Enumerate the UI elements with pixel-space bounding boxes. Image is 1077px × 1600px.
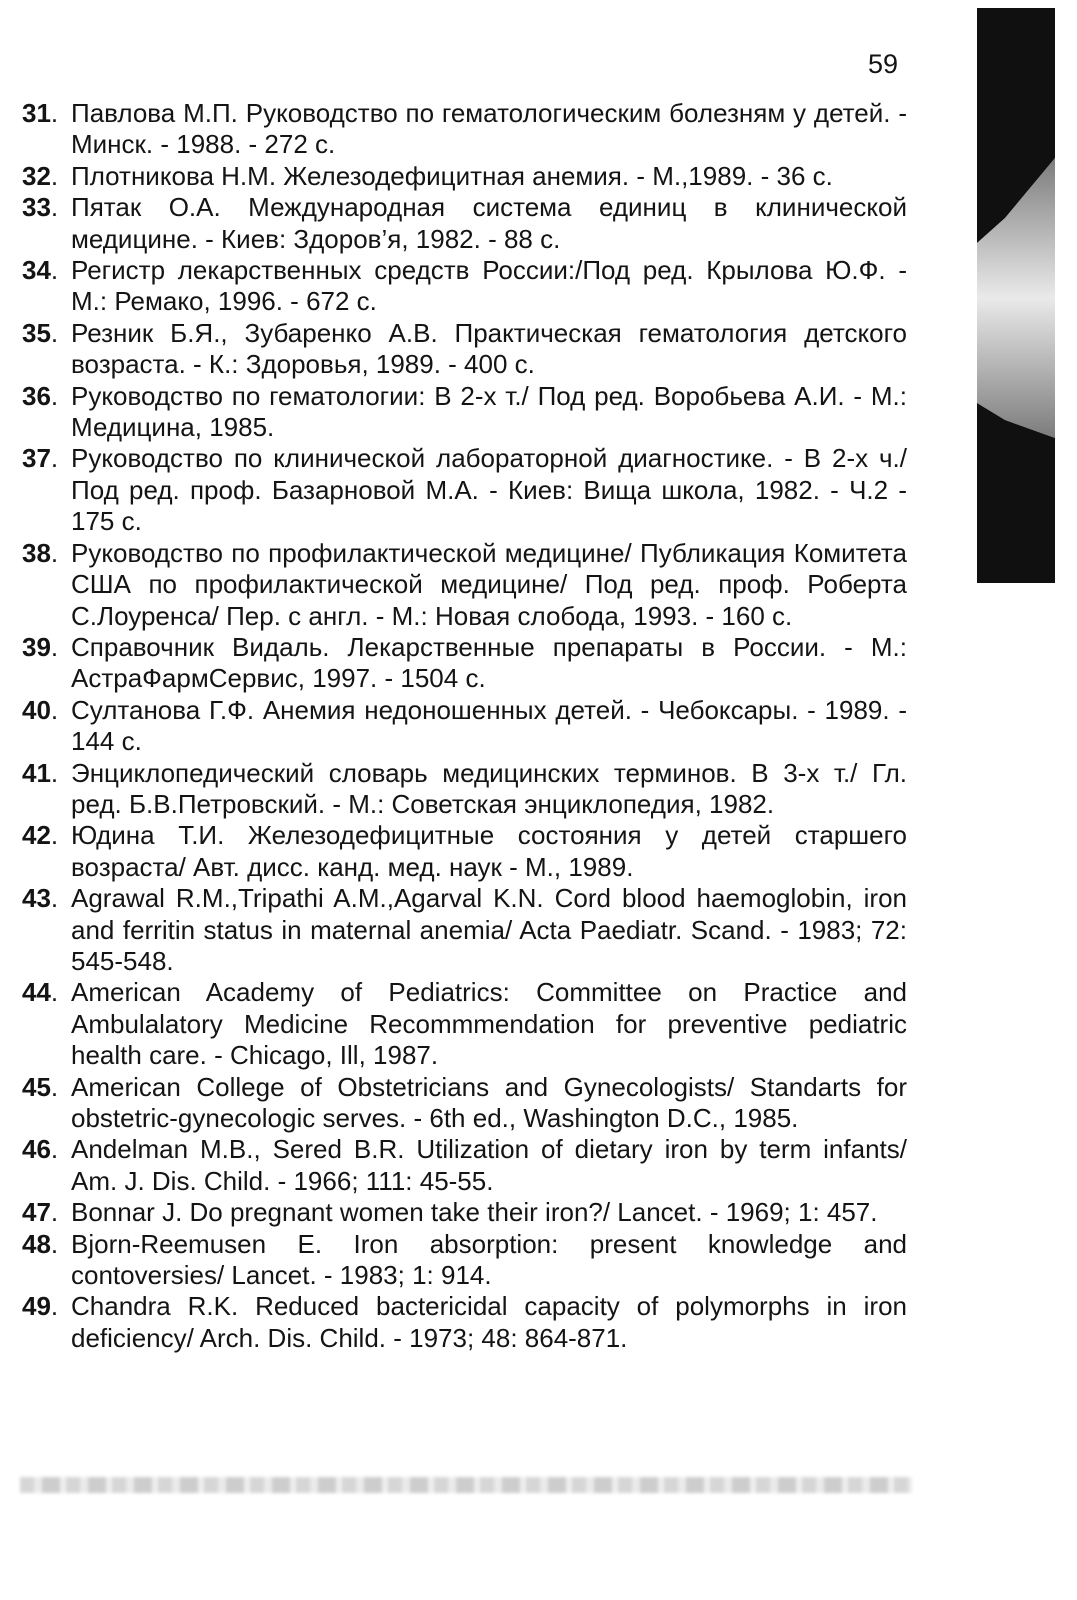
reference-item xyxy=(22,1197,907,1228)
reference-item xyxy=(22,632,907,695)
reference-item xyxy=(22,192,907,255)
reference-item xyxy=(22,318,907,381)
reference-number: 37. xyxy=(22,443,59,474)
reference-item xyxy=(22,1229,907,1292)
reference-text: Руководство по гематологии: В 2-х т./ Под ред. Воробьева А.И. - М.: Медицина, 1985. xyxy=(71,380,907,443)
reference-number: 46. xyxy=(22,1134,59,1165)
reference-text: Султанова Г.Ф. Анемия недоношенных детей. - Чебоксары. - 1989. - 144 с. xyxy=(71,694,907,757)
bleed-through-strip xyxy=(20,1477,912,1493)
reference-number: 47. xyxy=(22,1197,59,1228)
reference-text: Павлова М.П. Руководство по гематологическим болезням у детей. - Минск. - 1988. - 272 с. xyxy=(71,98,907,160)
reference-text: Руководство по клинической лабораторной диагностике. - В 2-х ч./ Под ред. проф. Базарновой М.А. - Киев: Вища школа, 1982. - Ч.2 - 175 с. xyxy=(71,443,907,537)
reference-item xyxy=(22,1134,907,1197)
reference-number: 39. xyxy=(22,631,59,662)
reference-number: 44. xyxy=(22,977,59,1008)
reference-text: American Academy of Pediatrics: Committee on Practice and Ambulalatory Medicine Recommmendation for preventive pediatric health care. - Chicago, Ill, 1987. xyxy=(71,977,907,1071)
reference-text: Регистр лекарственных средств России:/Под ред. Крылова Ю.Ф. - М.: Ремако, 1996. - 672 с. xyxy=(71,255,907,317)
reference-number: 43. xyxy=(22,883,59,914)
page-number: 59 xyxy=(868,49,899,79)
reference-text: Энциклопедический словарь медицинских терминов. В 3-х т./ Гл. ред. Б.В.Петровский. - М.: Советская энциклопедия, 1982. xyxy=(71,757,907,819)
reference-text: Chandra R.K. Reduced bactericidal capacity of polymorphs in iron deficiency/ Arch. Dis. Child. - 1973; 48: 864-871. xyxy=(71,1291,907,1353)
reference-number: 48. xyxy=(22,1228,59,1259)
reference-number: 49. xyxy=(22,1291,59,1322)
reference-list xyxy=(22,98,907,1354)
reference-number: 35. xyxy=(22,317,59,348)
reference-number: 38. xyxy=(22,537,59,568)
reference-number: 36. xyxy=(22,380,59,411)
reference-text: Agrawal R.M.,Tripathi A.M.,Agarval K.N. Cord blood haemoglobin, iron and ferritin status in maternal anemia/ Acta Paediatr. Scand. - 1983; 72: 545-548. xyxy=(71,883,907,976)
reference-text: Bjorn-Reemusen E. Iron absorption: present knowledge and contoversies/ Lancet. - 1983; 1: 914. xyxy=(71,1228,907,1291)
reference-item xyxy=(22,1072,907,1135)
reference-text: Bonnar J. Do pregnant women take their iron?/ Lancet. - 1969; 1: 457. xyxy=(71,1197,878,1228)
reference-text: Руководство по профилактической медицине/ Публикация Комитета США по профилактической медицине/ Под ред. проф. Роберта С.Лоуренса/ Пер. с англ. - М.: Новая слобода, 1993. - 160 с. xyxy=(71,537,907,631)
reference-number: 32. xyxy=(22,160,59,191)
reference-item xyxy=(22,381,907,444)
reference-text: Пятак О.А. Международная система единиц в клинической медицине. - Киев: Здоров’я, 1982. - 88 с. xyxy=(71,192,907,254)
reference-item xyxy=(22,538,907,632)
reference-item xyxy=(22,161,907,192)
reference-number: 33. xyxy=(22,192,59,223)
reference-item xyxy=(22,255,907,318)
reference-text: Резник Б.Я., Зубаренко А.В. Практическая гематология детского возраста. - К.: Здоровья, 1989. - 400 с. xyxy=(71,317,907,380)
reference-number: 45. xyxy=(22,1071,59,1102)
reference-text: American College of Obstetricians and Gynecologists/ Standarts for obstetric-gynecologic serves. - 6th ed., Washington D.C., 1985. xyxy=(71,1071,907,1133)
reference-text: Справочник Видаль. Лекарственные препараты в России. - М.: АстраФармСервис, 1997. - 1504 с. xyxy=(71,631,907,694)
reference-number: 40. xyxy=(22,694,59,725)
reference-item xyxy=(22,695,907,758)
reference-item xyxy=(22,977,907,1071)
reference-number: 41. xyxy=(22,757,59,788)
reference-item xyxy=(22,1291,907,1354)
reference-number: 31. xyxy=(22,98,59,128)
reference-item xyxy=(22,443,907,537)
reference-text: Andelman M.B., Sered B.R. Utilization of dietary iron by term infants/ Am. J. Dis. Child. - 1966; 111: 45-55. xyxy=(71,1134,907,1196)
reference-number: 42. xyxy=(22,820,59,851)
thumb-index-tab xyxy=(975,8,1055,583)
reference-item xyxy=(22,758,907,821)
reference-number: 34. xyxy=(22,255,59,286)
reference-text: Юдина Т.И. Железодефицитные состояния у детей старшего возраста/ Авт. дисс. канд. мед. наук - М., 1989. xyxy=(71,820,907,882)
reference-text: Плотникова Н.М. Железодефицитная анемия. - М.,1989. - 36 с. xyxy=(71,160,833,191)
reference-item xyxy=(22,883,907,977)
reference-item xyxy=(22,98,907,161)
reference-item xyxy=(22,820,907,883)
